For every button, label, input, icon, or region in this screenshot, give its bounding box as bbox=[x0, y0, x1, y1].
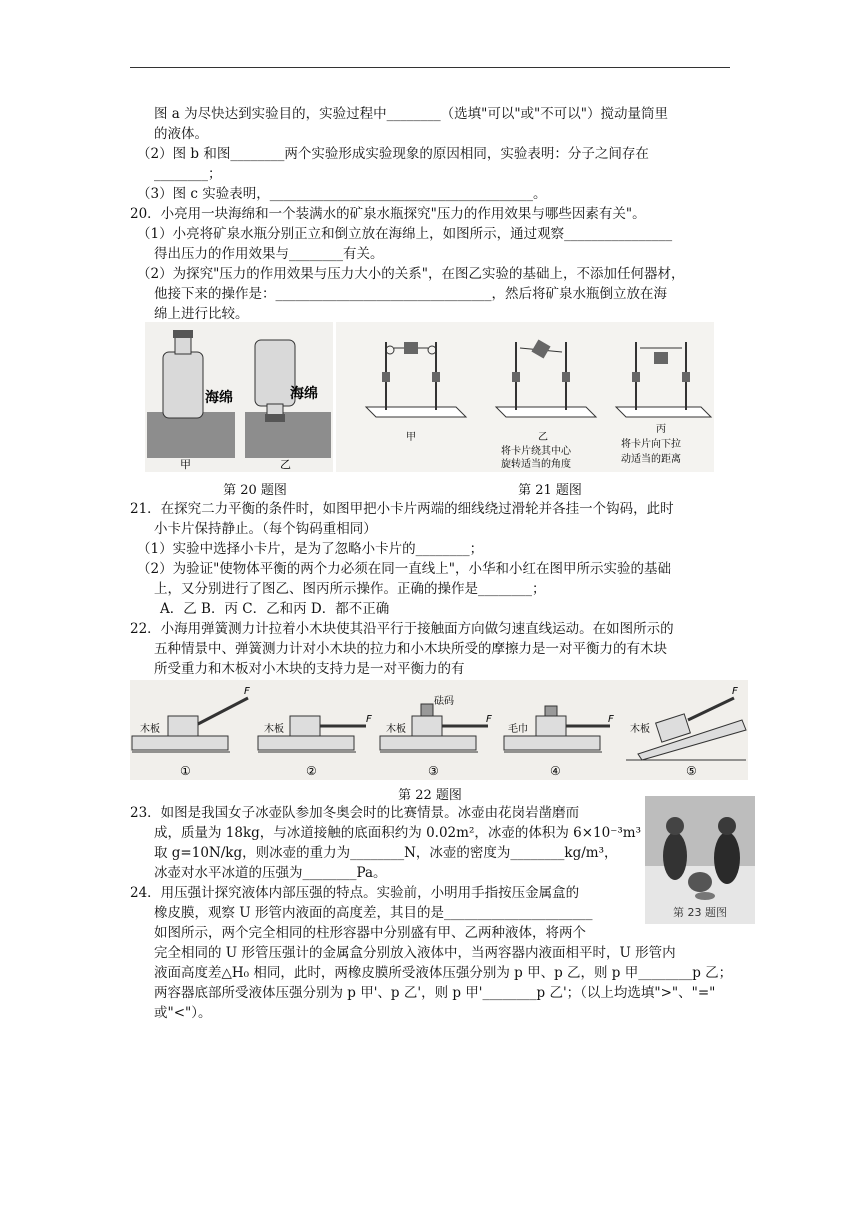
note-c-1: 将卡片向下拉 bbox=[621, 439, 681, 450]
spring-scale-illustration bbox=[130, 680, 748, 780]
text-line: 小卡片保持静止。（每个钩码重相同） bbox=[154, 521, 377, 537]
text-line: 两容器底部所受液体压强分别为 p 甲'、p 乙'，则 p 甲'________p 乙'；（以上均选填">"、"=" bbox=[154, 985, 716, 1001]
fig-label-a: 甲 bbox=[180, 458, 191, 471]
scene-1 bbox=[132, 686, 250, 778]
header-rule bbox=[130, 67, 730, 68]
text-line: （2）为探究"压力的作用效果与压力大小的关系"，在图乙实验的基础上，不添加任何器材， bbox=[137, 266, 685, 282]
caption-fig21: 第 21 题图 bbox=[518, 483, 582, 498]
force-label: F bbox=[608, 714, 614, 725]
curling-photo bbox=[645, 796, 755, 924]
text-line: （2）为验证"使物体平衡的两个力必须在同一直线上"，小华和小红在图甲所示实验的基础 bbox=[137, 561, 672, 577]
fig-label-b: 乙 bbox=[280, 458, 291, 471]
question-20: 20．小亮用一块海绵和一个装满水的矿泉水瓶探究"压力的作用效果与哪些因素有关"。 bbox=[130, 206, 646, 222]
question-24: 24．用压强计探究液体内部压强的特点。实验前，小明用手指按压金属盒的 bbox=[130, 885, 580, 901]
sponge-label: 海绵 bbox=[205, 390, 233, 406]
scene-4 bbox=[504, 706, 614, 778]
sponge-label: 海绵 bbox=[290, 386, 318, 402]
text-line: ________； bbox=[154, 166, 222, 182]
weight-label: 砝码 bbox=[434, 696, 454, 707]
figure-21 bbox=[336, 322, 714, 472]
note-c-2: 动适当的距离 bbox=[621, 454, 681, 465]
pulley-card-illustration bbox=[336, 322, 714, 472]
note-b-2: 旋转适当的角度 bbox=[501, 459, 571, 470]
scene-number: ① bbox=[180, 764, 191, 778]
sponge-bottle-illustration bbox=[145, 322, 333, 472]
question-22: 22．小海用弹簧测力计拉着小木块使其沿平行于接触面方向做匀速直线运动。在如图所示的 bbox=[130, 621, 674, 637]
photo-caption: 第 23 题图 bbox=[673, 906, 727, 919]
fig-label-a: 甲 bbox=[406, 432, 416, 443]
figure-22 bbox=[130, 680, 748, 780]
board-label: 木板 bbox=[264, 724, 284, 735]
text-line: 液面高度差△H₀ 相同，此时，两橡皮膜所受液体压强分别为 p 甲、p 乙，则 p 甲________p 乙； bbox=[154, 965, 733, 981]
scene-5 bbox=[626, 686, 746, 778]
text-line: 或"<"）。 bbox=[154, 1005, 212, 1021]
figure-20 bbox=[145, 322, 333, 472]
fig-label-b: 乙 bbox=[538, 432, 548, 443]
setup-c bbox=[616, 342, 711, 465]
setup-a bbox=[366, 342, 466, 443]
text-line: 橡皮膜，观察 U 形管内液面的高度差，其目的是______________________ bbox=[154, 905, 593, 921]
board-label: 木板 bbox=[140, 724, 160, 735]
text-line: （1）实验中选择小卡片，是为了忽略小卡片的________； bbox=[137, 541, 484, 557]
board-label: 木板 bbox=[630, 724, 650, 735]
scene-number: ② bbox=[306, 764, 317, 778]
text-line: （1）小亮将矿泉水瓶分别正立和倒立放在海绵上，如图所示，通过观察________________ bbox=[137, 226, 673, 242]
text-line: （2）图 b 和图________两个实验形成实验现象的原因相同，实验表明：分子之间存在 bbox=[137, 146, 649, 162]
force-label: F bbox=[486, 714, 492, 725]
scene-number: ④ bbox=[550, 764, 561, 778]
text-line: 绵上进行比较。 bbox=[154, 306, 249, 322]
note-b-1: 将卡片绕其中心 bbox=[501, 446, 571, 457]
text-line: 完全相同的 U 形管压强计的金属盒分别放入液体中，当两容器内液面相平时，U 形管内 bbox=[154, 945, 676, 961]
setup-b bbox=[496, 339, 596, 470]
scene-number: ⑤ bbox=[686, 764, 697, 778]
board-label: 木板 bbox=[386, 724, 406, 735]
text-line: （3）图 c 实验表明，_______________________________________。 bbox=[137, 186, 547, 202]
text-line: 如图所示，两个完全相同的柱形容器中分别盛有甲、乙两种液体，将两个 bbox=[154, 925, 586, 941]
text-line: 他接下来的操作是：________________________________，然后将矿泉水瓶倒立放在海 bbox=[154, 286, 667, 302]
figure-23-photo bbox=[645, 796, 755, 924]
text-line: 取 g=10N/kg，则冰壶的重力为________N，冰壶的密度为________kg/m³， bbox=[154, 845, 618, 861]
scene-3 bbox=[380, 694, 492, 778]
text-line: 的液体。 bbox=[154, 126, 208, 142]
question-23: 23．如图是我国女子冰壶队参加冬奥会时的比赛情景。冰壶由花岗岩凿磨而 bbox=[130, 805, 580, 821]
force-label: F bbox=[244, 686, 250, 697]
force-label: F bbox=[732, 686, 738, 697]
text-line: 五种情景中、弹簧测力计对小木块的拉力和小木块所受的摩擦力是一对平衡力的有木块 bbox=[154, 641, 667, 657]
text-line: 得出压力的作用效果与________有关。 bbox=[154, 246, 384, 262]
text-line: 上，又分别进行了图乙、图丙所示操作。正确的操作是________； bbox=[154, 581, 546, 597]
text-line: 所受重力和木板对小木块的支持力是一对平衡力的有 bbox=[154, 661, 465, 677]
question-21: 21．在探究二力平衡的条件时，如图甲把小卡片两端的细线绕过滑轮并各挂一个钩码，此时 bbox=[130, 501, 674, 517]
text-line: 冰壶对水平冰道的压强为________Pa。 bbox=[154, 865, 387, 881]
caption-fig22: 第 22 题图 bbox=[398, 788, 462, 803]
caption-fig20: 第 20 题图 bbox=[223, 483, 287, 498]
fig-label-c: 丙 bbox=[656, 424, 666, 435]
towel-label: 毛巾 bbox=[508, 724, 528, 735]
force-label: F bbox=[366, 714, 372, 725]
text-line: 成，质量为 18kg，与冰道接触的底面积约为 0.02m²，冰壶的体积为 6×10⁻³m³ bbox=[154, 825, 641, 841]
scene-number: ③ bbox=[428, 764, 439, 778]
answer-options: A．乙 B．丙 C．乙和丙 D．都不正确 bbox=[160, 601, 390, 617]
scene-2 bbox=[258, 714, 372, 778]
text-line: 图 a 为尽快达到实验目的，实验过程中________（选填"可以"或"不可以"）搅动量筒里 bbox=[154, 106, 668, 122]
